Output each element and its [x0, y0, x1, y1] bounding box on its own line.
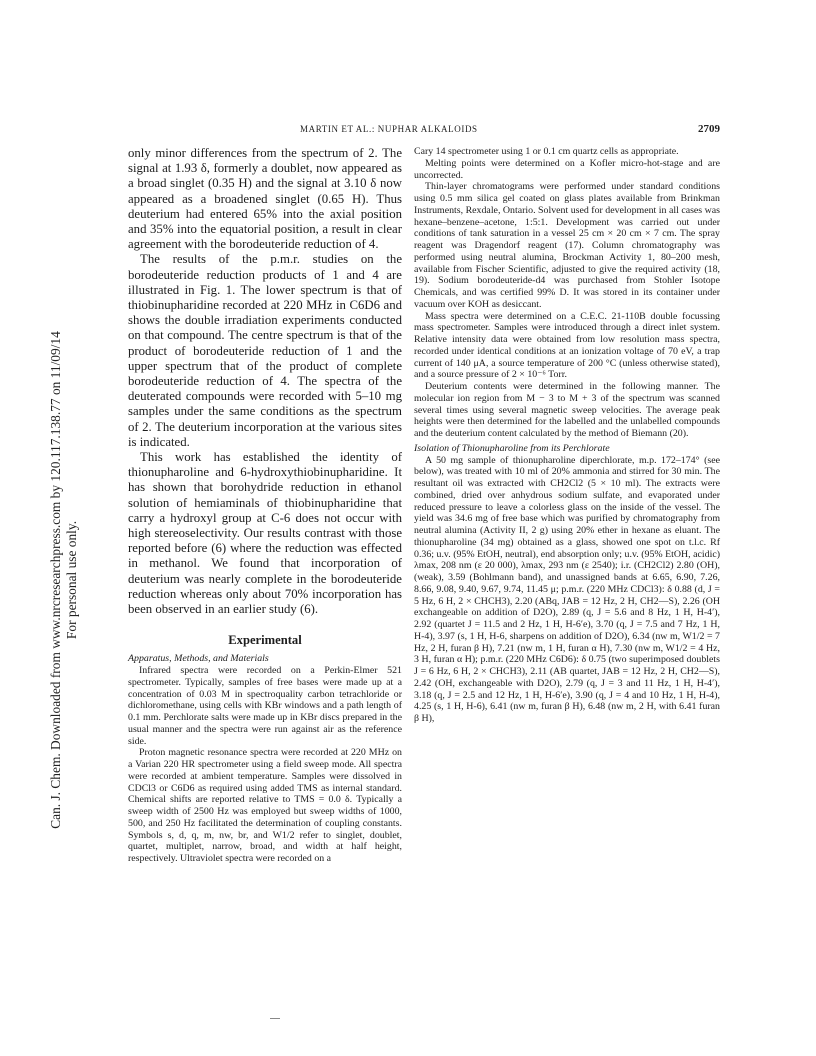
paragraph: Proton magnetic resonance spectra were recorded at 220 MHz on a Varian 220 HR spectrometer using a field sweep mode. All spectra were recorded at ambient temperature. Samples were dissolved in CDCl3 or C6D6 as required using added TMS as internal standard. Chemical shifts are reported relative to TMS = 0.0 δ. Typically a sweep width of 2500 Hz was employed but sweep widths of 1000, 500, and 250 Hz facilitated the determination of coupling constants. Symbols s, d, q, m, nw, br, and W1/2 refer to singlet, doublet, quartet, multiplet, narrow, broad, and width at half height, respectively. Ultraviolet spectra were recorded on a: [128, 747, 402, 865]
subsection-heading: Isolation of Thionupharoline from its Perchlorate: [414, 442, 610, 454]
paragraph: Thin-layer chromatograms were performed under standard conditions using 0.5 mm silica gel coated on glass plates available from Brinkman Instruments, Rexdale, Ontario. Solvent used for development in all cases was hexane–benzene–acetone, 1:5:1. Development was carried out under conditions of tank saturation in a vessel 25 cm × 20 cm × 7 cm. The spray reagent was Dragendorf reagent (17). Column chromatography was performed using neutral alumina, Brockman Activity 1, 80–200 mesh, available from Fischer Scientific, adjusted to give the required activity (18, 19). Sodium borodeuteride-d4 was purchased from Stohler Isotope Chemicals, and was certified 99% D. It was stored in its container under vacuum over KOH as desiccant.: [414, 181, 720, 310]
personal-use-notice: For personal use only.: [64, 520, 79, 640]
footer-rule: [270, 1018, 280, 1019]
download-watermark: [2, 250, 79, 910]
section-heading: Experimental: [228, 633, 302, 648]
right-column: [414, 146, 720, 725]
page-number: 2709: [698, 123, 720, 135]
watermark-line: Can. J. Chem. Downloaded from www.nrcresearchpress.com by 120.117.138.77 on 11/09/14: [48, 331, 63, 829]
paragraph: only minor differences from the spectrum of 2. The signal at 1.93 δ, formerly a doublet, now appeared as a broad singlet (0.35 H) and the signal at 3.10 δ now appeared as a broadened singlet (0.65 H). Thus deuterium had entered 65% into the axial position and 35% into the equatorial position, a result in clear agreement with the borodeuteride reduction of 4.: [128, 146, 402, 252]
paragraph: Melting points were determined on a Kofler micro-hot-stage and are uncorrected.: [414, 157, 720, 181]
paragraph: Deuterium contents were determined in the following manner. The molecular ion region from M − 3 to M + 3 of the spectrum was scanned several times using several magnetic sweep velocities. The average peak heights were then determined for the labelled and the unlabelled compounds and the deuterium content calculated by the method of Biemann (20).: [414, 381, 720, 439]
paragraph: Infrared spectra were recorded on a Perkin-Elmer 521 spectrometer. Typically, samples of free bases were made up at a concentration of 0.03 M in spectroquality carbon tetrachloride or dichloromethane, using cells with KBr windows and a path length of 0.1 mm. Perchlorate salts were made up in KBr discs prepared in the usual manner and the spectra were run against air as the reference side.: [128, 665, 402, 747]
paragraph: A 50 mg sample of thionupharoline diperchlorate, m.p. 172–174° (see below), was treated with 10 ml of 20% ammonia and stirred for 30 min. The resultant oil was extracted with CH2Cl2 (5 × 10 ml). The extracts were combined, dried over anhydrous sodium sulfate, and evaporated under reduced pressure to leave a colorless glass on the inside of the vessel. The yield was 34.6 mg of free base which was purified by chromatography from neutral alumina (Activity II, 2 g) using 20% ether in hexane as eluant. The thionupharoline (34 mg) obtained as a glass, showed one spot on t.l.c. Rf 0.36; u.v. (95% EtOH, neutral), end absorption only; u.v. (95% EtOH, acidic) λmax, 208 nm (ε 20 000), λmax, 293 nm (ε 2540); i.r. (CH2Cl2) 2.80 (OH), (weak), 3.59 (Bohlmann band), and unassigned bands at 6.65, 6.90, 7.26, 8.66, 9.08, 9.40, 9.67, 9.74, 11.45 μ; p.m.r. (220 MHz CDCl3): δ 0.88 (d, J = 5 Hz, 6 H, 2 × CHCH3), 2.20 (ABq, JAB = 12 Hz, 2 H, CH2—S), 2.26 (OH exchangeable on addition of D2O), 2.89 (q, J = 5.6 and 8 Hz, 1 H, H-4′), 2.92 (quartet J = 11.5 and 2 Hz, 1 H, H-6′e), 3.70 (q, J = 7.5 and 7 Hz, 1 H, H-4), 3.97 (s, 1 H, H-6, sharpens on addition of D2O), 6.34 (nw m, W1/2 = 7 Hz, 2 H, furan β H), 7.21 (nw m, 1 H, furan α H), 7.30 (nw m, W1/2 = 4 Hz, 3 H, furan α H); p.m.r. (220 MHz C6D6): δ 0.75 (two superimposed doublets J = 6 Hz, 6 H, 2 × CHCH3), 2.11 (AB quartet, JAB = 12 Hz, 2 H, CH2—S), 2.42 (OH, exchangeable with D2O), 2.79 (q, J = 3 and 11 Hz, 1 H, H-4′), 3.18 (q, J = 2.5 and 12 Hz, 1 H, H-6′e), 3.90 (q, J = 4 and 10 Hz, 1 H, H-4), 4.25 (s, 1 H, H-6), 6.41 (nw m, furan β H), 6.48 (nw m, 2 H, with 6.41 furan β H),: [414, 454, 720, 724]
left-column: [128, 146, 402, 865]
running-title: MARTIN ET AL.: NUPHAR ALKALOIDS: [300, 124, 478, 134]
paragraph: Cary 14 spectrometer using 1 or 0.1 cm quartz cells as appropriate.: [414, 146, 679, 157]
running-header: [300, 124, 720, 134]
paragraph: Mass spectra were determined on a C.E.C. 21-110B double focussing mass spectrometer. Samples were introduced through a direct inlet system. Relative intensity data were obtained from low resolution mass spectra, recorded under identical conditions at an ionization voltage of 70 eV, a trap current of 140 μA, a source temperature of 200 °C (unless otherwise stated), and a source pressure of 2 × 10⁻⁶ Torr.: [414, 310, 720, 381]
experimental-text: [128, 653, 402, 865]
paragraph: This work has established the identity of thionupharoline and 6-hydroxythiobinupharidine. It has shown that borohydride reduction in ethanol solution of hemiaminals of thiobinupharidine that carry a hydroxyl group at C-6 does not occur with high stereoselectivity. Our results contrast with those reported before (6) where the reduction was effected in methanol. We found that incorporation of deuterium was nearly complete in the borodeuteride reduction whereas only about 70% incorporation has been observed in an earlier study (6).: [128, 450, 402, 617]
subsection-heading: Apparatus, Methods, and Materials: [128, 653, 269, 665]
discussion-text: [128, 146, 402, 617]
paragraph: The results of the p.m.r. studies on the borodeuteride reduction products of 1 and 4 are illustrated in Fig. 1. The lower spectrum is that of thiobinupharidine recorded at 220 MHz in C6D6 and shows the double irradiation experiments conducted on that compound. The centre spectrum is that of the product of borodeuteride reduction of 1 and the upper spectrum that of the product of complete borodeuteride reduction of 4. The spectra of the deuterated compounds were recorded with 5–10 mg samples under the same conditions as the spectrum of 2. The deuterium incorporation at the various sites is indicated.: [128, 252, 402, 449]
